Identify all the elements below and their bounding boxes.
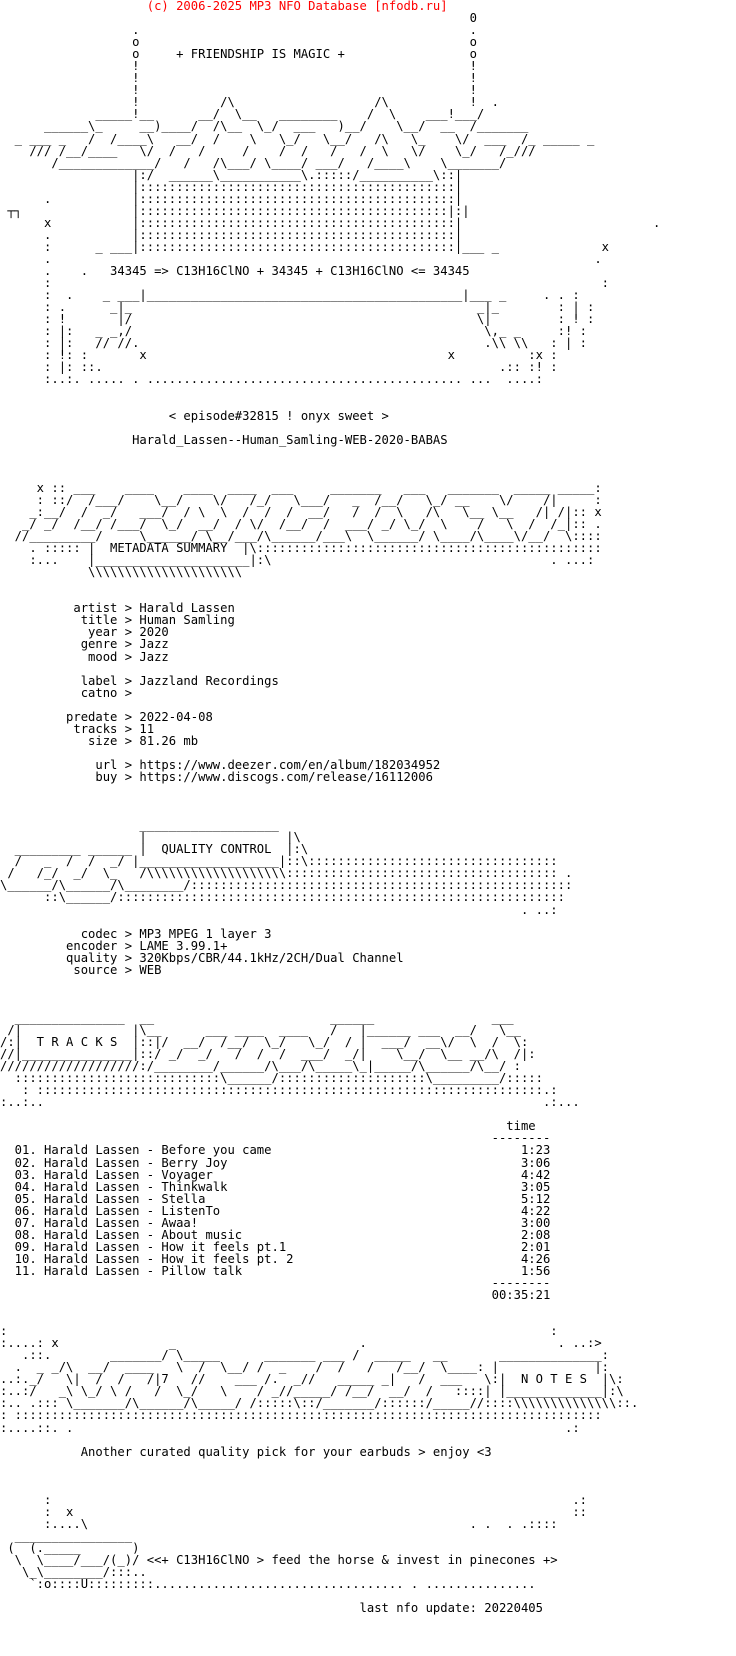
nfo-line <box>0 386 660 398</box>
nfo-line: quality > 320Kbps/CBR/44.1kHz/2CH/Dual Channel <box>0 950 404 965</box>
nfo-line: |:::::::::::::::::::::::::::::::::::::::::::| <box>0 179 463 194</box>
nfo-line: _ ___ _ / /____\ __/ / \ \_/ \__/ /\ \_ \/ ___ /_ _____ _ <box>0 131 595 146</box>
nfo-line: label > Jazzland Recordings <box>0 673 279 688</box>
nfo-line: 04. Harald Lassen - Thinkwalk 3:05 <box>0 1179 551 1194</box>
nfo-line: :..:.. .:... <box>0 1095 580 1110</box>
nfo-line: 0 <box>0 11 477 26</box>
nfo-line: |:/ ______\___________\.:::::/__________\::| <box>0 167 463 182</box>
nfo-line: : |: // //. .\\ \\ : | : <box>0 336 587 351</box>
nfo-line: buy > https://www.discogs.com/release/16112006 <box>0 770 433 784</box>
nfo-line: . . <box>0 23 477 38</box>
site-credit-header[interactable]: (c) 2006-2025 MP3 NFO Database [nfodb.ru] <box>0 0 448 13</box>
nfo-line: :... |_____________________|:\ . ...: <box>0 553 595 568</box>
nfo-line: / /_/ _/ \_ /\\\\\\\\\\\\\\\\\\\::::::::::::::::::::::::::::::::::::: . <box>0 866 573 881</box>
nfo-line: o o <box>0 35 477 50</box>
nfo-line: title > Human Samling <box>0 613 235 628</box>
nfo-line: \\\\\\\\\\\\\\\\\\\\\ <box>0 565 243 580</box>
nfo-line: x |:::::::::::::::::::::::::::::::::::::::::::| . <box>0 215 661 230</box>
nfo-line: `:o::::U:::::::::.................................. . ............... <box>0 1577 536 1592</box>
nfo-line <box>0 1434 660 1446</box>
nfo-line: catno > <box>0 685 133 700</box>
nfo-line: :.. .::: \_______/\______/\_____/ /:::::\::/_______/::::::/_____//::::\\\\\\\\\\\\\\::. <box>0 1396 639 1411</box>
nfo-line: _________ ______ | QUALITY CONTROL |:\ <box>0 842 309 857</box>
nfo-line: -------- <box>0 1131 551 1146</box>
nfo-line: 01. Harald Lassen - Before you came 1:23 <box>0 1143 551 1158</box>
nfo-line: . _ _/\ __/ ____ \ / \__/ / _ / / / /__/ \____: | |: <box>0 1360 610 1375</box>
nfo-line: ::\______/::::::::::::::::::::::::::::::::::::::::::::::::::::::::::::: <box>0 890 565 905</box>
nfo-line: : |: ::. .:: :! : <box>0 360 558 375</box>
nfo-line: ! ! <box>0 71 477 86</box>
nfo-line: Another curated quality pick for your earbuds > enjoy <3 <box>0 1444 492 1459</box>
nfo-line: : x :: <box>0 1504 587 1519</box>
nfo-line: /// /__/____ \/ / / / / / / / \ \/ \_/ /_/// <box>0 143 543 158</box>
nfo-line: : ::/ /___/ \__/ \/ /_/ \___/ _ /__/ \_/ __ \/ /| : <box>0 492 602 507</box>
nfo-line: 08. Harald Lassen - About music 2:08 <box>0 1227 551 1242</box>
nfo-line: : :::::::::::::::::::::::::::::::::::::::::::::::::::::::::::::::::::::::::::::::: <box>0 1408 602 1423</box>
nfo-line: . |:::::::::::::::::::::::::::::::::::::::::::| <box>0 227 463 242</box>
nfo-line: Harald_Lassen--Human_Samling-WEB-2020-BABAS <box>0 432 448 447</box>
nfo-line <box>0 663 660 675</box>
nfo-line: mood > Jazz <box>0 649 169 664</box>
nfo-line: \______/\______/\________/:::::::::::::::::::::::::::::::::::::::::::::::::::: <box>0 878 573 893</box>
nfo-line: . . <box>0 251 602 266</box>
nfo-line: genre > Jazz <box>0 637 169 652</box>
nfo-line: :....::. . .: <box>0 1420 580 1435</box>
nfo-line: 11. Harald Lassen - Pillow talk 1:56 <box>0 1263 551 1278</box>
nfo-line <box>0 1482 660 1494</box>
nfo-line: ! ! <box>0 59 477 74</box>
nfo-line: 07. Harald Lassen - Awaa! 3:00 <box>0 1215 551 1230</box>
nfo-line: _:__/ / _/ ___/ / \ \ / / / __/ / / \ /\ \__ \__ /| /|:: x <box>0 504 602 519</box>
nfo-line: : . _|_ _|_ : | : <box>0 300 595 315</box>
nfo-line: : : <box>0 276 610 291</box>
nfo-line: | |\ <box>0 830 301 845</box>
nfo-line: : : <box>0 1324 558 1339</box>
nfo-line: :..:/ _\ \_/ \ / / \_/ \ / _//_____/ /__/ __/ / ::::| |_____________|:\ <box>0 1384 624 1399</box>
nfo-line: 09. Harald Lassen - How it feels pt.1 2:01 <box>0 1239 551 1254</box>
nfo-line: _____!__ __/ \__ ________ / \ ___!___/ <box>0 107 485 122</box>
nfo-line: 03. Harald Lassen - Voyager 4:42 <box>0 1167 551 1182</box>
nfo-line: .::. _______/ \_____ _______ ___ / _____ __ ______________: <box>0 1348 610 1363</box>
nfo-line <box>0 699 660 711</box>
nfo-line: : ! |/ \| : ! : <box>0 312 595 327</box>
nfo-line: time <box>0 1119 536 1134</box>
nfo-line: //_________/ \______/ \__/___/\______/___\ \______/ \____/\____\/__/ \:::: <box>0 529 602 544</box>
nfo-line: /| |\__ ___ ____ ____ / |______ ___ __/ \__ <box>0 1022 521 1037</box>
nfo-line: x :: ___ ____ ____ ____ ___ _______ ___ _______ _____ _____: <box>0 480 602 495</box>
nfo-line: year > 2020 <box>0 625 169 640</box>
nfo-line: ______\_ __)____/ /\__ \_/ ___ )__/ \__/ __ /_______ <box>0 119 529 134</box>
nfo-line: _______________ __ ______ ___ <box>0 1010 536 1025</box>
nfo-line: predate > 2022-04-08 <box>0 709 213 724</box>
nfo-line <box>0 783 660 795</box>
nfo-line: o + FRIENDSHIP IS MAGIC + o <box>0 47 477 62</box>
nfo-line: artist > Harald Lassen <box>0 601 235 616</box>
nfo-line: . ::::: | METADATA SUMMARY |\::::::::::::::::::::::::::::::::::::::::::::::: <box>0 541 602 556</box>
nfo-line <box>0 578 660 590</box>
nfo-line: 10. Harald Lassen - How it feels pt. 2 4:26 <box>0 1251 551 1266</box>
nfo-line: source > WEB <box>0 962 162 977</box>
nfo-line <box>0 1458 660 1470</box>
nfo-line: . . 34345 => C13H16ClNO + 34345 + C13H16ClNO <= 34345 <box>0 264 470 279</box>
nfo-line: /:| T R A C K S |::|/ __/ /__/ \_/ \_/ / | ___/ __\/ \ / \: <box>0 1035 529 1050</box>
nfo-line: . ..: <box>0 902 558 917</box>
nfo-line: last nfo update: 20220405 <box>0 1601 543 1616</box>
nfo-line: ( (._____ ) <box>0 1541 551 1555</box>
nfo-line: : :::::::::::::::::::::::::::::::::::::::::::::::::::::::::::::::::::::.: <box>0 1083 558 1098</box>
nfo-line <box>0 795 660 807</box>
nfo-line: codec > MP3 MPEG 1 layer 3 <box>0 926 272 941</box>
nfo-line: . |:::::::::::::::::::::::::::::::::::::::::::| <box>0 191 463 206</box>
nfo-line: :....\ . . . .:::: <box>0 1516 558 1531</box>
nfo-line: ___________________ <box>0 818 279 833</box>
nfo-line <box>0 916 660 928</box>
nfo-line: 00:35:21 <box>0 1288 551 1303</box>
nfo-line <box>0 1301 660 1313</box>
nfo-line <box>0 458 660 470</box>
nfo-line: _/ _/ /__/ /___/ \_/ __/ / \/ /__/ / ___/ _/ \_/ \ / \ / /_|:: . <box>0 517 602 532</box>
nfo-line: /_____________/ / /\___/ \____/ ___/ /____\ \_______/ <box>0 155 507 170</box>
nfo-line: : .: <box>0 1492 587 1507</box>
nfo-line: 06. Harald Lassen - ListenTo 4:22 <box>0 1203 551 1218</box>
nfo-line <box>0 976 660 988</box>
nfo-line <box>0 446 660 458</box>
nfo-line: :....: x _ . . ..:> <box>0 1336 602 1351</box>
nfo-line: ! ! <box>0 83 477 98</box>
nfo-line <box>0 1470 660 1482</box>
nfo-line: ///////////////////:/________/______/\___/\_____\_|_____/\______/\__/ : <box>0 1059 521 1074</box>
nfo-line: : . _ ___|___________________________________________|___ _ . . : <box>0 288 580 303</box>
nfo-line: 02. Harald Lassen - Berry Joy 3:06 <box>0 1155 551 1170</box>
nfo-line: //|_______________|::/ _/ _/ / / / ___/ _/| \__/ \__ __/\ /|: <box>0 1047 536 1062</box>
nfo-line <box>0 988 660 1000</box>
nfo-line: : |: _ _,/ \,_ _ :! : <box>0 324 587 339</box>
nfo-line: : !: : x x :x : <box>0 348 558 363</box>
nfo-line: url > https://www.deezer.com/en/album/182034952 <box>0 757 441 772</box>
nfo-line: : _ ___|:::::::::::::::::::::::::::::::::::::::::::|___ _ x <box>0 239 610 254</box>
nfo-line <box>0 398 660 410</box>
nfo-line <box>0 422 660 434</box>
nfo-line: size > 81.26 mb <box>0 733 199 748</box>
nfo-line: ________________ <box>0 1528 551 1543</box>
nfo-line: / _ / / _/ |___________________|::\:::::::::::::::::::::::::::::::::: <box>0 854 558 869</box>
nfo-line: ::::::::::::::::::::::::::::\______/::::::::::::::::::::\_________/::::: <box>0 1071 543 1086</box>
nfo-line: \_\________/:::.. <box>0 1565 147 1580</box>
nfo-line: 05. Harald Lassen - Stella 5:12 <box>0 1191 551 1206</box>
nfo-line: ..:._/ \| / / /|7 // ___ /. _// _____ _| / ___ \:| N O T E S |\: <box>0 1372 624 1387</box>
nfo-line: tracks > 11 <box>0 721 155 736</box>
nfo-line: < episode#32815 ! onyx sweet > <box>0 408 389 423</box>
nfo-line: ┬┐ |::::::::::::::::::::::::::::::::::::::::::|:| <box>0 203 470 218</box>
nfo-line: encoder > LAME 3.99.1+ <box>0 938 228 953</box>
nfo-line: \ \____/___/(_)/ <<+ C13H16ClNO > feed the horse & invest in pinecones +> <box>0 1553 558 1568</box>
nfo-line: -------- <box>0 1275 551 1290</box>
nfo-line: ! /\ /\ ! . <box>0 95 499 110</box>
nfo-line: :..:. ..... . ........................................... ... ....: <box>0 372 543 387</box>
